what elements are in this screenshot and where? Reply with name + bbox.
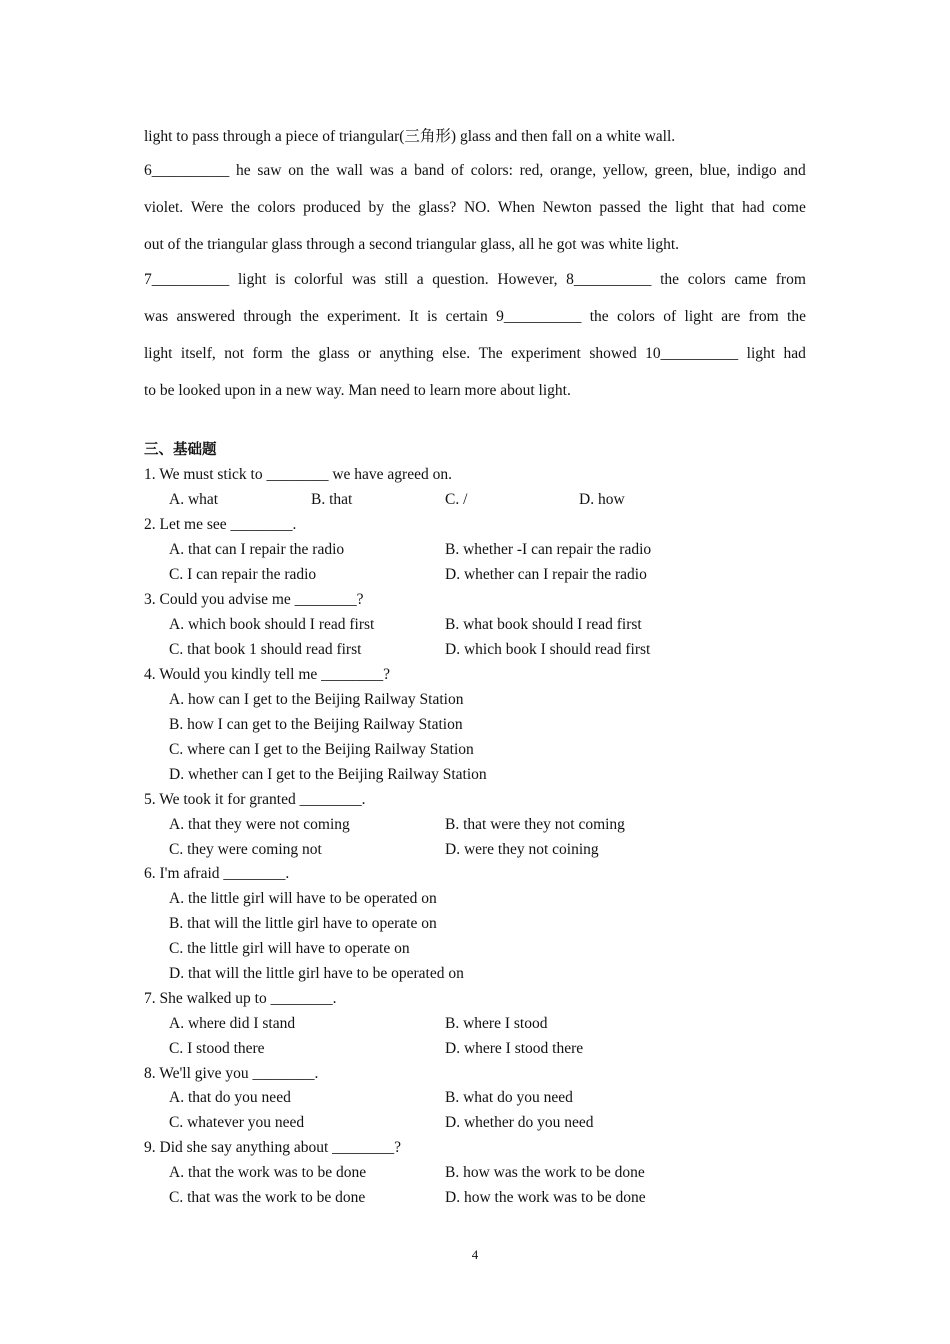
passage-word: by bbox=[368, 199, 385, 216]
passage-word: When bbox=[497, 199, 535, 216]
passage-word: still bbox=[384, 271, 408, 288]
passage-word: The bbox=[478, 345, 503, 362]
passage-word: the bbox=[299, 308, 319, 325]
option: A. what bbox=[169, 491, 219, 508]
option: D. where I stood there bbox=[445, 1040, 584, 1057]
passage-line-3 bbox=[144, 198, 806, 218]
passage-word: come bbox=[772, 199, 806, 216]
question-stem: 4. Would you kindly tell me ________? bbox=[144, 666, 391, 683]
passage-word: It bbox=[409, 308, 419, 325]
passage-word: red, bbox=[519, 162, 544, 179]
passage-word: from bbox=[775, 271, 806, 288]
option: A. that the work was to be done bbox=[169, 1164, 367, 1181]
passage-word: certain bbox=[445, 308, 488, 325]
option: C. where can I get to the Beijing Railway Station bbox=[169, 741, 474, 758]
passage-word: he bbox=[236, 162, 251, 179]
option: D. whether do you need bbox=[445, 1114, 594, 1131]
option: C. the little girl will have to operate on bbox=[169, 940, 410, 957]
passage-word: light bbox=[237, 271, 267, 288]
passage-word: Were bbox=[190, 199, 224, 216]
passage-word: was bbox=[144, 308, 169, 325]
option: C. that was the work to be done bbox=[169, 1189, 366, 1206]
option: D. that will the little girl have to be operated on bbox=[169, 965, 464, 982]
option: B. whether -I can repair the radio bbox=[445, 541, 652, 558]
passage-word: experiment bbox=[511, 345, 581, 362]
question-stem: 3. Could you advise me ________? bbox=[144, 591, 364, 608]
option: B. that were they not coming bbox=[445, 816, 625, 833]
option: D. how the work was to be done bbox=[445, 1189, 646, 1206]
passage-word: anything bbox=[379, 345, 434, 362]
passage-word: itself, bbox=[180, 345, 216, 362]
passage-line-6 bbox=[144, 307, 806, 327]
passage-word: green, bbox=[654, 162, 693, 179]
option: B. how was the work to be done bbox=[445, 1164, 645, 1181]
passage-word: not bbox=[224, 345, 245, 362]
passage-word: the bbox=[291, 345, 311, 362]
passage-word: 6__________ bbox=[144, 162, 230, 179]
option: D. whether can I repair the radio bbox=[445, 566, 647, 583]
question-stem: 6. I'm afraid ________. bbox=[144, 865, 290, 882]
passage-word: colors bbox=[687, 271, 726, 288]
option: A. that can I repair the radio bbox=[169, 541, 345, 558]
passage-line-1: light to pass through a piece of triangular(三角形) glass and then fall on a white wall. bbox=[144, 128, 676, 145]
passage-word: light bbox=[144, 345, 173, 362]
passage-word: glass? bbox=[418, 199, 457, 216]
option: C. I can repair the radio bbox=[169, 566, 317, 583]
passage-word: a bbox=[400, 162, 408, 179]
passage-word: through bbox=[243, 308, 292, 325]
option: D. how bbox=[579, 491, 625, 508]
option: A. the little girl will have to be operated on bbox=[169, 890, 437, 907]
passage-line-8: to be looked upon in a new way. Man need to learn more about light. bbox=[144, 382, 571, 399]
passage-word: 10__________ bbox=[645, 345, 739, 362]
passage-word: 8__________ bbox=[566, 271, 652, 288]
question-stem: 8. We'll give you ________. bbox=[144, 1065, 319, 1082]
passage-word: orange, bbox=[550, 162, 597, 179]
passage-word: from bbox=[748, 308, 779, 325]
passage-word: answered bbox=[176, 308, 235, 325]
option: A. that they were not coming bbox=[169, 816, 350, 833]
passage-word: colorful bbox=[294, 271, 344, 288]
passage-word: came bbox=[734, 271, 768, 288]
passage-word: the bbox=[648, 199, 668, 216]
passage-word: of bbox=[451, 162, 464, 179]
passage-word: colors bbox=[617, 308, 655, 325]
option: B. how I can get to the Beijing Railway Station bbox=[169, 716, 463, 733]
passage-word: showed bbox=[589, 345, 637, 362]
option: C. they were coming not bbox=[169, 841, 322, 858]
option: B. where I stood bbox=[445, 1015, 548, 1032]
question-stem: 7. She walked up to ________. bbox=[144, 990, 337, 1007]
option: C. I stood there bbox=[169, 1040, 265, 1057]
passage-word: colors: bbox=[470, 162, 513, 179]
option: C. whatever you need bbox=[169, 1114, 305, 1131]
passage-word: saw bbox=[257, 162, 282, 179]
option: B. what book should I read first bbox=[445, 616, 642, 633]
option: D. were they not coining bbox=[445, 841, 599, 858]
passage-word: passed bbox=[599, 199, 641, 216]
section-title: 三、基础题 bbox=[144, 441, 217, 458]
passage-word: of bbox=[663, 308, 677, 325]
passage-word: band bbox=[414, 162, 445, 179]
passage-word: indigo bbox=[737, 162, 777, 179]
passage-word: experiment. bbox=[327, 308, 401, 325]
passage-word: light bbox=[684, 308, 713, 325]
passage-line-2 bbox=[144, 161, 806, 181]
passage-word: form bbox=[252, 345, 283, 362]
passage-line-7 bbox=[144, 344, 806, 364]
passage-word: the bbox=[787, 308, 806, 325]
page-number: 4 bbox=[471, 1247, 479, 1262]
question-stem: 9. Did she say anything about ________? bbox=[144, 1139, 402, 1156]
option: D. which book I should read first bbox=[445, 641, 651, 658]
passage-word: glass bbox=[318, 345, 350, 362]
option: B. that bbox=[311, 491, 353, 508]
question-stem: 1. We must stick to ________ we have agreed on. bbox=[144, 466, 452, 483]
passage-word: that bbox=[711, 199, 735, 216]
passage-word: 7__________ bbox=[144, 271, 230, 288]
passage-word: light bbox=[675, 199, 704, 216]
passage-word: blue, bbox=[699, 162, 731, 179]
passage-word: had bbox=[742, 199, 765, 216]
passage-word: the bbox=[230, 199, 250, 216]
passage-word: else. bbox=[442, 345, 471, 362]
passage-word: and bbox=[783, 162, 806, 179]
passage-word: produced bbox=[303, 199, 361, 216]
passage-line-4: out of the triangular glass through a second triangular glass, all he got was white light. bbox=[144, 236, 680, 253]
passage-word: the bbox=[391, 199, 411, 216]
passage-word: the bbox=[660, 271, 680, 288]
option: C. / bbox=[445, 491, 468, 508]
passage-word: the bbox=[589, 308, 609, 325]
option: B. what do you need bbox=[445, 1089, 573, 1106]
passage-word: violet. bbox=[144, 199, 184, 216]
passage-word: question. bbox=[432, 271, 489, 288]
passage-word: was bbox=[351, 271, 377, 288]
option: A. that do you need bbox=[169, 1089, 291, 1106]
option: D. whether can I get to the Beijing Railway Station bbox=[169, 766, 487, 783]
passage-word: colors bbox=[257, 199, 296, 216]
passage-word: the bbox=[310, 162, 330, 179]
passage-word: light bbox=[746, 345, 776, 362]
passage-word: was bbox=[369, 162, 394, 179]
passage-word: is bbox=[426, 308, 438, 325]
passage-word: yellow, bbox=[602, 162, 648, 179]
passage-word: NO. bbox=[463, 199, 491, 216]
passage-word: on bbox=[288, 162, 304, 179]
question-stem: 2. Let me see ________. bbox=[144, 516, 297, 533]
passage-word: is bbox=[275, 271, 286, 288]
option: A. how can I get to the Beijing Railway Station bbox=[169, 691, 464, 708]
passage-word: or bbox=[358, 345, 371, 362]
passage-word: a bbox=[416, 271, 424, 288]
passage-word: 9__________ bbox=[496, 308, 582, 325]
passage-word: Newton bbox=[542, 199, 592, 216]
passage-line-5 bbox=[144, 270, 806, 290]
option: C. that book 1 should read first bbox=[169, 641, 362, 658]
passage-word: had bbox=[783, 345, 806, 362]
option: B. that will the little girl have to operate on bbox=[169, 915, 437, 932]
option: A. which book should I read first bbox=[169, 616, 375, 633]
passage-word: However, bbox=[497, 271, 558, 288]
passage-word: wall bbox=[336, 162, 363, 179]
option: A. where did I stand bbox=[169, 1015, 296, 1032]
question-stem: 5. We took it for granted ________. bbox=[144, 791, 366, 808]
passage-word: are bbox=[721, 308, 741, 325]
